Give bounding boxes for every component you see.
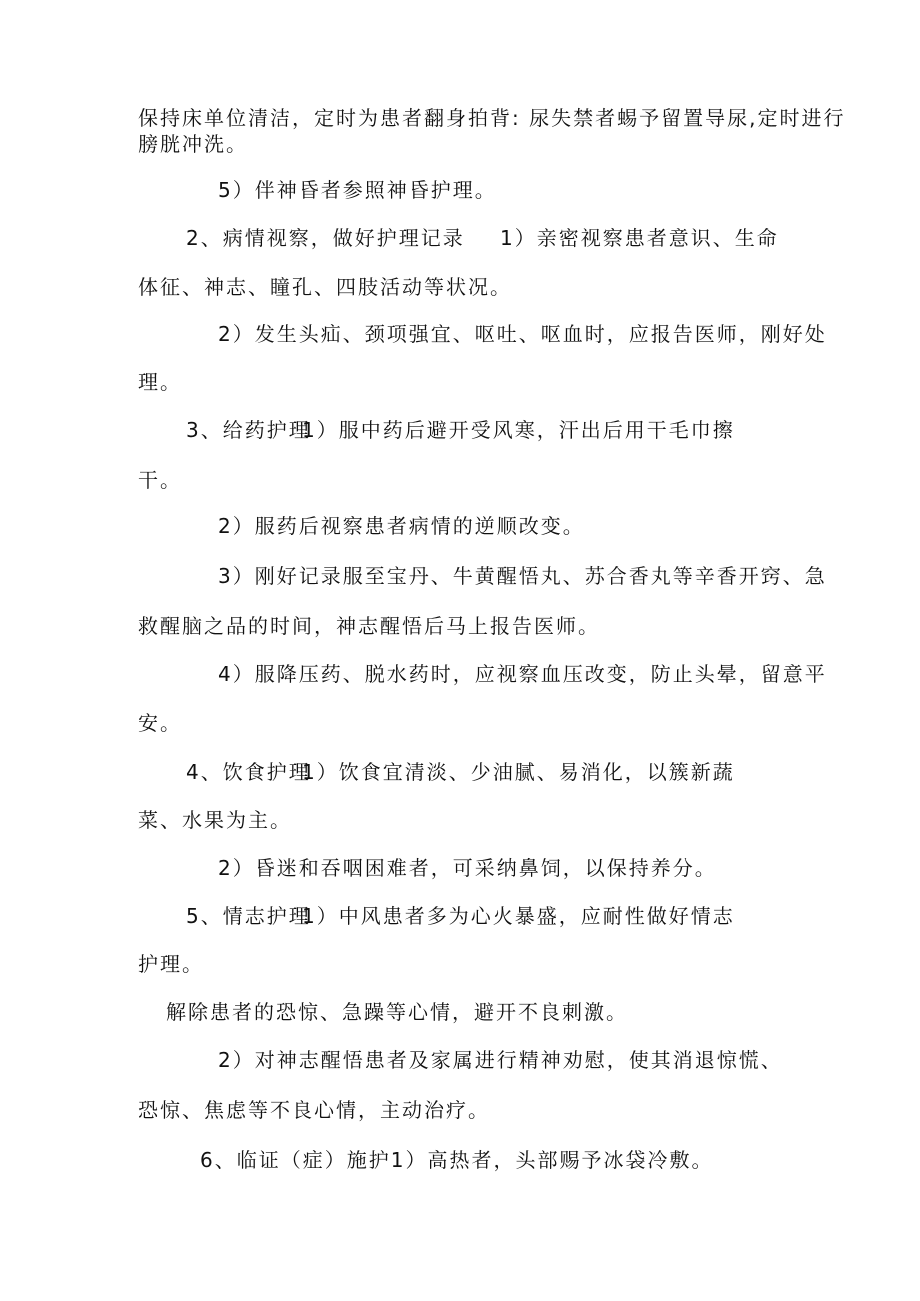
paragraph-line: 1）亲密视察患者意识、生命: [500, 226, 779, 250]
paragraph-line: 4）服降压药、脱水药时，应视察血压改变，防止头晕，留意平: [218, 662, 827, 686]
paragraph-line: 体征、神志、瞳孔、四肢活动等状况。: [138, 275, 512, 299]
paragraph-line: 菜、水果为主。: [138, 808, 292, 832]
section-heading: 4、饮食护理: [186, 760, 311, 784]
paragraph-line: 理。: [138, 370, 182, 394]
paragraph-line: 2）发生头疝、颈项强宜、呕吐、呕血时，应报告医师，刚好处: [218, 322, 827, 346]
paragraph-line: 1）饮食宜清淡、少油腻、易消化，以簇新蔬: [302, 760, 735, 784]
section-heading: 5、情志护理: [186, 904, 311, 928]
paragraph-line: 5）伴神昏者参照神昏护理。: [218, 178, 497, 202]
paragraph-line: 2）服药后视察患者病情的逆顺改变。: [218, 514, 585, 538]
paragraph-line: 恐惊、焦虑等不良心情，主动治疗。: [138, 1098, 490, 1122]
paragraph-line: 救醒脑之品的时间，神志醒悟后马上报告医师。: [138, 614, 600, 638]
section-heading: 2、病情视察，做好护理记录: [186, 226, 465, 250]
paragraph-line: 膀胱冲洗。: [138, 132, 248, 156]
section-heading: 6、临证（症）施护1）高热者，头部赐予冰袋冷敷。: [200, 1148, 714, 1172]
paragraph-line: 护理。: [138, 952, 204, 976]
paragraph-line: 安。: [138, 711, 182, 735]
paragraph-line: 1）中风患者多为心火暴盛，应耐性做好情志: [302, 904, 735, 928]
paragraph-line: 3）刚好记录服至宝丹、牛黄醒悟丸、苏合香丸等辛香开窍、急: [218, 564, 827, 588]
paragraph-line: 1）服中药后避开受风寒，汗出后用干毛巾擦: [302, 418, 735, 442]
paragraph-line: 干。: [138, 468, 182, 492]
section-heading: 3、给药护理: [186, 418, 311, 442]
paragraph-line: 2）昏迷和吞咽困难者，可采纳鼻饲，以保持养分。: [218, 856, 717, 880]
paragraph-line: 解除患者的恐惊、急躁等心情，避开不良刺激。: [166, 1000, 628, 1024]
paragraph-line: 保持床单位清洁，定时为患者翻身拍背: 尿失禁者蜴予留置导尿,定时进行: [138, 106, 846, 130]
paragraph-line: 2）对神志醒悟患者及家属进行精神劝慰，使其消退惊慌、: [218, 1048, 783, 1072]
